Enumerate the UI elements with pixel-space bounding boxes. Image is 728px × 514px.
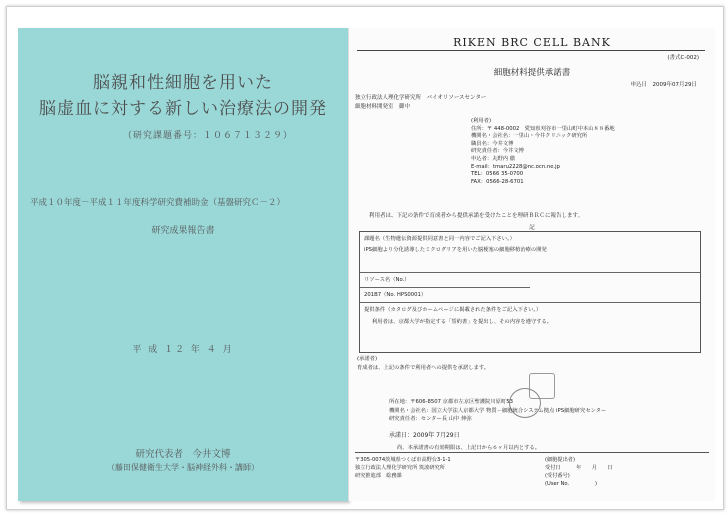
- consent-date: 承諾日：2009年 7月29日: [389, 432, 460, 439]
- form-number: (書式C-002): [667, 55, 699, 61]
- footer-line: 研究推進部 総務課: [355, 473, 402, 479]
- form-title: 細胞材料提供承諾書: [493, 68, 571, 78]
- consenter-info: [389, 398, 606, 424]
- ki-marker: 記: [529, 225, 535, 231]
- form-header: RIKEN BRC CELL BANK: [453, 36, 611, 49]
- table-row: 利用者は、京都大学が指定する「誓約書」を提出し、その内容を遵守する。: [372, 319, 553, 325]
- user-info-line: E-mail：tmaru2228@nc.ocn.ne.jp: [471, 163, 560, 170]
- footer-line: 〒305-0074茨城県つくば市高野台3-1-1: [355, 457, 451, 463]
- receipt-line: (User No. ): [545, 481, 598, 487]
- cover-affiliation: （藤田保健衛生大学・脳神経外科・講師）: [107, 463, 259, 472]
- user-info-line: FAX：0566-28-6701: [471, 178, 524, 185]
- consenter-line: 研究責任者：センター長 山中 伸弥: [389, 416, 472, 422]
- validity-note: 尚、本承諾書の有効期限は、上記日から６ヶ月以内とする。: [397, 445, 541, 451]
- user-info-line: 研究責任者：今井文博: [471, 148, 524, 155]
- table-row: iPS細胞より分化誘導したミクログリアを用いた脳梗塞の細胞移植治療の開発: [364, 247, 547, 253]
- table-divider: [360, 302, 700, 303]
- receipt-line: (受付番号): [545, 473, 570, 479]
- header-rule: [357, 50, 705, 51]
- table-row: 提供条件（カタログ及びホームページに掲載された条件をご記入下さい。）: [364, 307, 542, 313]
- intro-statement: 利用者は、下記の条件で育成者から提供承諾を受けたことを理研ＢＲＣに報告します。: [369, 213, 584, 219]
- recipient-line2: 細胞材料開発室 御中: [355, 104, 411, 110]
- note-line: 育成者は、上記の条件で利用者への提供を承諾します。: [357, 364, 489, 371]
- table-row: リソース名（No.）: [364, 277, 410, 283]
- user-info: [471, 118, 615, 186]
- footer-address: [355, 456, 451, 480]
- consenter-line: 機関名・会社名：国立大学法人京都大学 物質－細胞統合システム拠点 iPS細胞研究センター: [389, 407, 607, 414]
- user-info-line: 機関名・会社名：一里山・今井クリニック研究所: [471, 133, 588, 140]
- note-line: (承諾者): [357, 356, 378, 362]
- cover-title-line2: 脳虚血に対する新しい治療法の開発: [39, 99, 327, 119]
- user-info-line: 職員名：今井文博: [471, 140, 514, 147]
- user-info-line: 住所：〒 448-0002 愛知県刈谷市一里山町中本山８８番地: [471, 125, 615, 132]
- consent-form: [348, 28, 715, 501]
- user-info-header: (利用者): [471, 118, 492, 124]
- user-info-line: 申込者：丸野内 徹: [471, 155, 516, 162]
- consenter-notes: [357, 355, 489, 372]
- table-divider: [360, 287, 530, 288]
- cover-title-line1: 脳親和性細胞を用いた: [93, 73, 273, 93]
- table-row: 201B7（No. HPS0001）: [364, 292, 427, 298]
- consenter-line: 所在地：〒606-8507 京都市左京区聖護院川原町53: [389, 399, 513, 405]
- receipt-line: 受付日 年 月 日: [545, 465, 613, 471]
- project-number: （研究課題番号：１０６７１３２９）: [123, 131, 294, 141]
- grant-info: 平成１０年度－平成１１年度科学研究費補助金（基盤研究Ｃ－２）: [30, 198, 286, 208]
- terms-table: [359, 231, 701, 353]
- receipt-line: (細胞提出者): [545, 457, 575, 463]
- report-type: 研究成果報告書: [151, 226, 215, 236]
- table-divider: [360, 272, 700, 273]
- cover-date: 平 成 １２ 年 ４ 月: [132, 345, 234, 355]
- footer-line: 独立行政法人理化学研究所 筑波研究所: [355, 465, 445, 471]
- footer-rule: [355, 452, 709, 453]
- table-row: 課題名（生物遺伝資源提供同意書と同一内容でご記入下さい。）: [364, 236, 515, 242]
- application-date: 申込日 2009年07月29日: [630, 82, 697, 88]
- cover-author: 研究代表者 今井文博: [135, 449, 231, 460]
- receipt-info: [545, 456, 612, 488]
- user-info-line: TEL：0566 35-0700: [471, 171, 524, 178]
- recipient-line1: 独立行政法人理化学研究所 バイオリソースセンター: [355, 95, 487, 101]
- report-cover: [18, 28, 348, 501]
